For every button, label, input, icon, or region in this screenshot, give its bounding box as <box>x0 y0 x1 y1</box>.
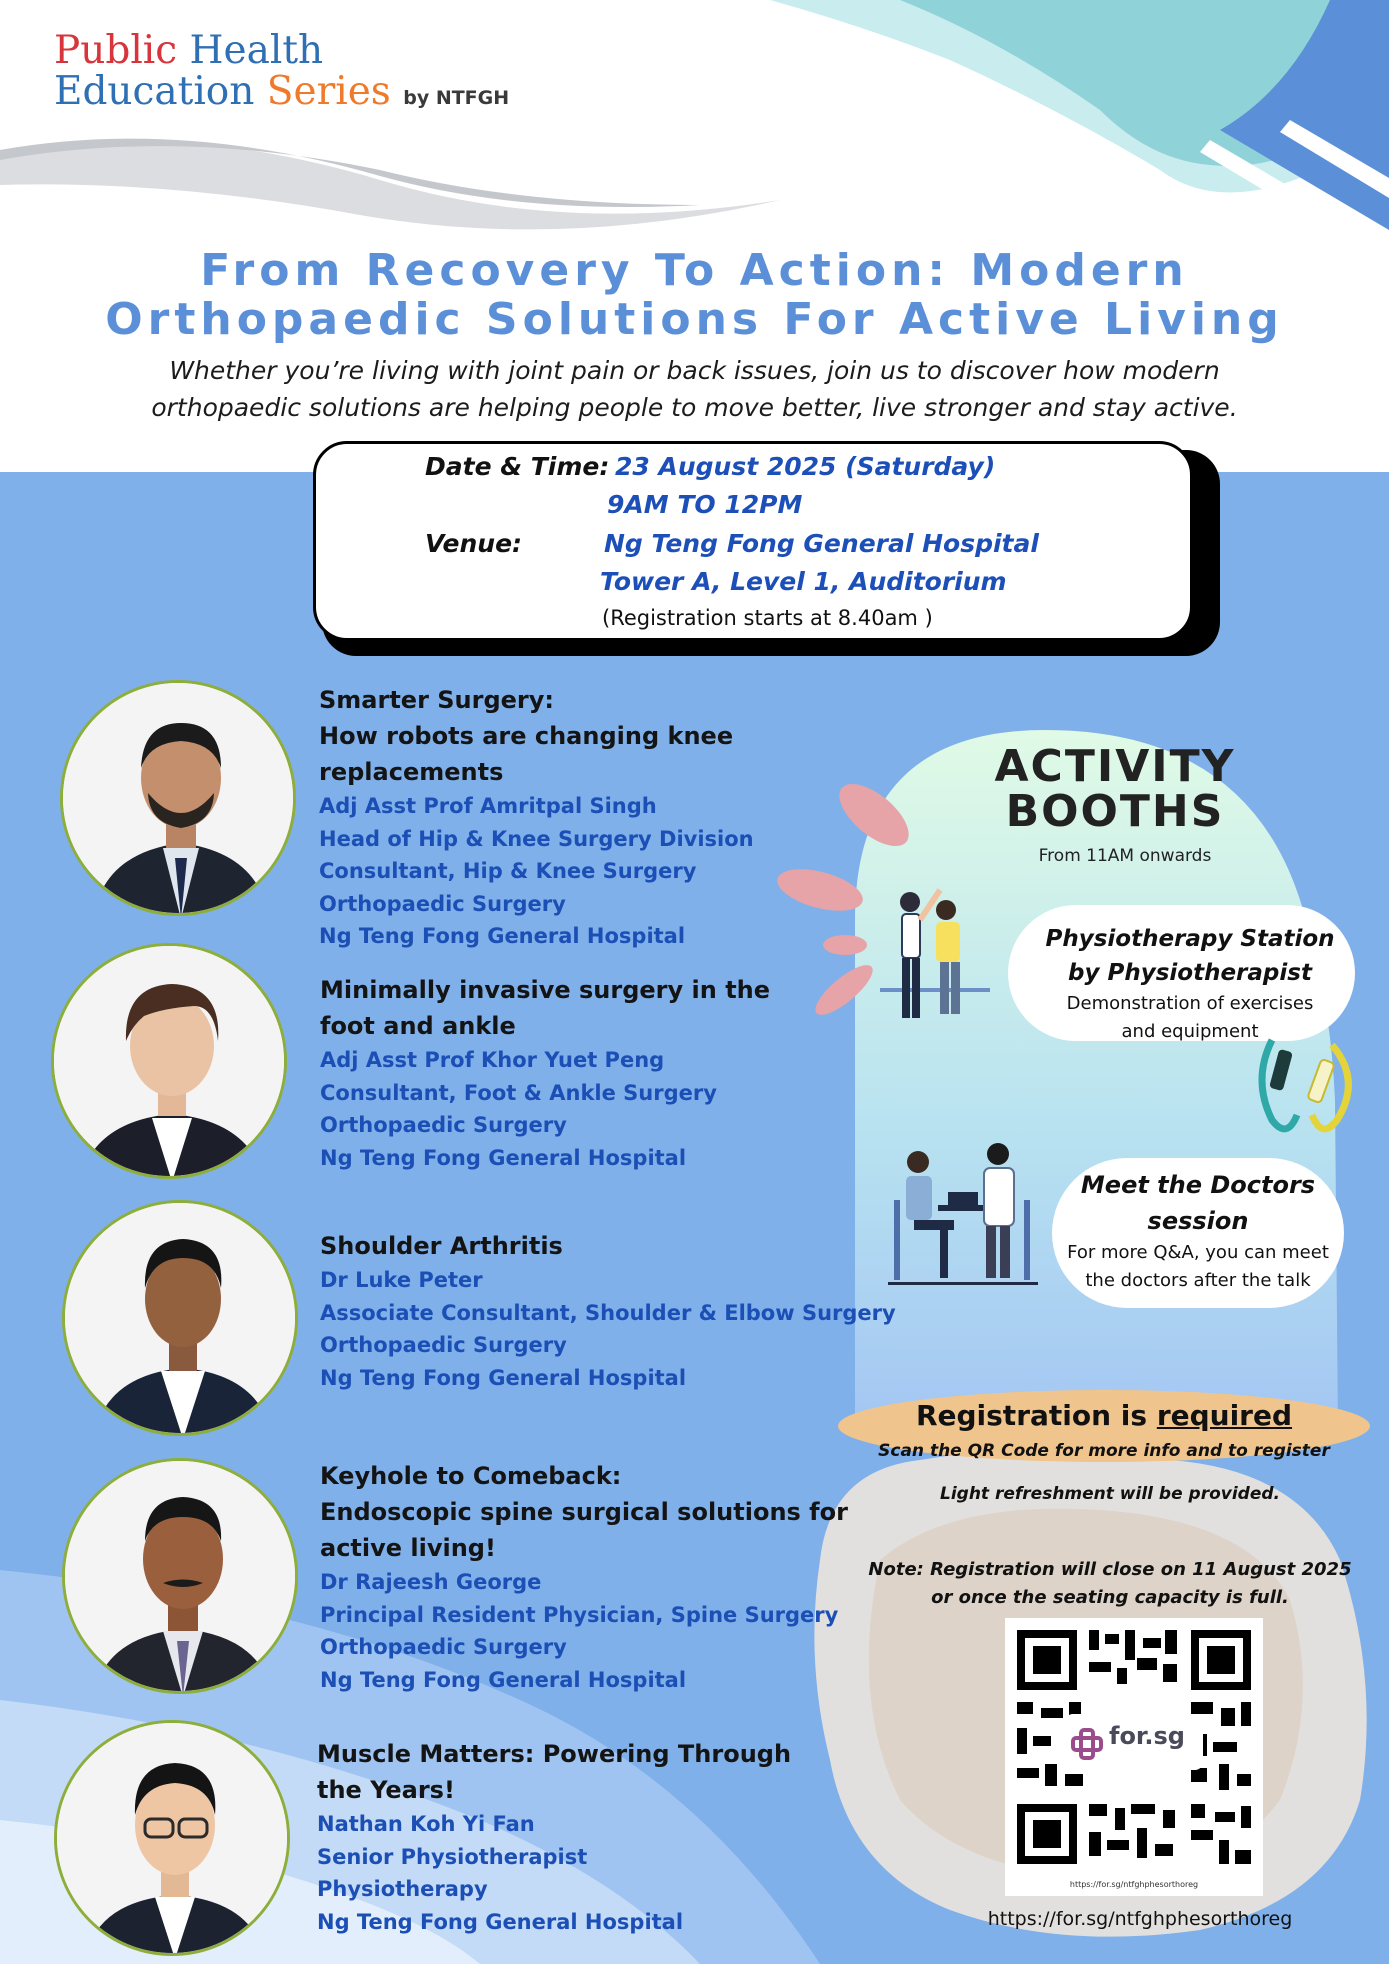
scan-qr-instruction: Scan the QR Code for more info and to register <box>878 1441 1330 1461</box>
registration-close-line-2: or once the seating capacity is full. <box>931 1587 1289 1608</box>
time-value: 9AM TO 12PM <box>607 490 803 519</box>
talk-title-4-line-2: Endoscopic spine surgical solutions for <box>320 1498 848 1526</box>
talk-title-4-line-1: Keyhole to Comeback: <box>320 1462 622 1490</box>
doctors-title-line-2: session <box>1147 1207 1249 1235</box>
activity-booths-title-line-1: ACTIVITY <box>994 741 1236 792</box>
speaker-3-department: Orthopaedic Surgery <box>320 1333 567 1357</box>
speaker-3-name: Dr Luke Peter <box>320 1268 483 1292</box>
speaker-1-hospital: Ng Teng Fong General Hospital <box>319 924 686 948</box>
speaker-photo-2 <box>51 943 287 1179</box>
registration-url[interactable]: https://for.sg/ntfghphesorthoreg <box>987 1908 1293 1930</box>
talk-title-3-line-1: Shoulder Arthritis <box>320 1232 563 1260</box>
speaker-photo-1 <box>60 680 296 916</box>
event-subtitle <box>60 352 1329 426</box>
speaker-photo-4 <box>62 1458 298 1694</box>
person-avatar-icon <box>57 1723 290 1956</box>
speaker-block-1 <box>319 682 754 953</box>
speaker-3-role-1: Associate Consultant, Shoulder & Elbow Surgery <box>320 1300 896 1325</box>
talk-title-1-line-2: How robots are changing knee <box>319 722 734 750</box>
event-subtitle-line-1: Whether you’re living with joint pain or back issues, join us to discover how modern <box>169 356 1220 385</box>
speaker-5-department: Physiotherapy <box>317 1877 488 1901</box>
refreshment-note: Light refreshment will be provided. <box>940 1484 1280 1504</box>
speaker-1-role-1: Head of Hip & Knee Surgery Division <box>319 826 754 851</box>
speaker-photo-3 <box>62 1200 298 1436</box>
talk-title-1-line-1: Smarter Surgery: <box>319 686 555 714</box>
speaker-1-name: Adj Asst Prof Amritpal Singh <box>319 794 657 818</box>
speaker-5-name: Nathan Koh Yi Fan <box>317 1812 535 1836</box>
activity-booths-title <box>970 741 1260 837</box>
speaker-block-2 <box>320 972 770 1174</box>
qr-small-url: https://for.sg/ntfghphesorthoreg <box>1069 1880 1199 1889</box>
logo-by-ntfgh: by NTFGH <box>403 87 510 109</box>
logo-word-public: Public <box>54 28 178 73</box>
person-avatar-icon <box>63 683 296 916</box>
event-subtitle-line-2: orthopaedic solutions are helping people to move better, live stronger and stay active. <box>151 393 1238 422</box>
speaker-2-department: Orthopaedic Surgery <box>320 1113 567 1137</box>
qr-brand-label: for.sg <box>1109 1722 1185 1750</box>
activity-booths-time: From 11AM onwards <box>1038 846 1212 866</box>
speaker-block-3 <box>320 1228 896 1394</box>
registration-qr-code[interactable] <box>1005 1618 1263 1896</box>
speaker-1-department: Orthopaedic Surgery <box>319 891 566 916</box>
person-avatar-icon <box>65 1461 298 1694</box>
talk-title-5-line-2: the Years! <box>317 1776 455 1804</box>
speaker-4-role-1: Principal Resident Physician, Spine Surgery <box>320 1602 839 1627</box>
speaker-block-4 <box>320 1458 848 1696</box>
person-avatar-icon <box>65 1203 298 1436</box>
registration-required-title <box>838 1399 1370 1432</box>
physiotherapy-illustration-icon <box>880 880 990 1040</box>
event-title-line-1: From Recovery To Action: Modern <box>200 245 1189 296</box>
registration-close-line-1: Note: Registration will close on 11 August 2025 <box>868 1559 1352 1580</box>
registration-title-prefix: Registration is <box>915 1399 1148 1432</box>
registration-start-note: (Registration starts at 8.40am ) <box>602 606 933 630</box>
speaker-4-department: Orthopaedic Surgery <box>320 1635 567 1659</box>
date-value: 23 August 2025 (Saturday) <box>615 452 996 481</box>
meet-doctors-illustration-icon <box>888 1140 1038 1288</box>
date-time-label: Date & Time: <box>425 452 610 481</box>
speaker-5-hospital: Ng Teng Fong General Hospital <box>317 1909 684 1934</box>
talk-title-2-line-2: foot and ankle <box>320 1012 516 1040</box>
registration-close-note <box>850 1556 1370 1612</box>
speaker-2-name: Adj Asst Prof Khor Yuet Peng <box>320 1048 665 1072</box>
talk-title-4-line-3: active living! <box>320 1534 496 1562</box>
series-logo <box>54 30 509 119</box>
speaker-4-name: Dr Rajeesh George <box>320 1570 542 1594</box>
talk-title-2-line-1: Minimally invasive surgery in the <box>320 976 771 1004</box>
person-avatar-icon <box>54 946 287 1179</box>
logo-word-education: Education <box>54 69 255 114</box>
speaker-3-hospital: Ng Teng Fong General Hospital <box>320 1365 687 1390</box>
speaker-5-role-1: Senior Physiotherapist <box>317 1844 588 1869</box>
physio-text-line-1: Demonstration of exercises <box>1066 993 1314 1014</box>
physio-title-line-1: Physiotherapy Station <box>1045 926 1335 952</box>
event-title <box>40 246 1349 344</box>
speaker-1-role-2: Consultant, Hip & Knee Surgery <box>319 859 697 883</box>
talk-title-1-line-3: replacements <box>319 758 504 786</box>
physio-text-line-2: and equipment <box>1121 1021 1259 1042</box>
logo-word-series: Series <box>266 69 391 114</box>
doctors-text-line-2: the doctors after the talk <box>1085 1270 1311 1291</box>
logo-word-health: Health <box>189 28 324 73</box>
speaker-4-hospital: Ng Teng Fong General Hospital <box>320 1667 687 1692</box>
speaker-2-role-1: Consultant, Foot & Ankle Surgery <box>320 1080 717 1105</box>
venue-line-2: Tower A, Level 1, Auditorium <box>600 567 1007 596</box>
venue-line-1: Ng Teng Fong General Hospital <box>604 529 1039 558</box>
venue-label: Venue: <box>425 529 523 558</box>
activity-booths-title-line-2: BOOTHS <box>1005 786 1225 837</box>
meet-doctors-text <box>1052 1167 1344 1295</box>
physio-title-line-2: by Physiotherapist <box>1068 960 1312 986</box>
doctors-text-line-1: For more Q&A, you can meet <box>1067 1242 1329 1263</box>
doctors-title-line-1: Meet the Doctors <box>1080 1171 1316 1199</box>
resistance-band-icon <box>1252 1020 1360 1140</box>
registration-title-emphasis: required <box>1156 1399 1293 1432</box>
talk-title-5-line-1: Muscle Matters: Powering Through <box>317 1740 792 1768</box>
speaker-2-hospital: Ng Teng Fong General Hospital <box>320 1145 687 1170</box>
event-title-line-2: Orthopaedic Solutions For Active Living <box>105 294 1284 345</box>
speaker-photo-5 <box>54 1720 290 1956</box>
speaker-block-5 <box>317 1736 791 1938</box>
